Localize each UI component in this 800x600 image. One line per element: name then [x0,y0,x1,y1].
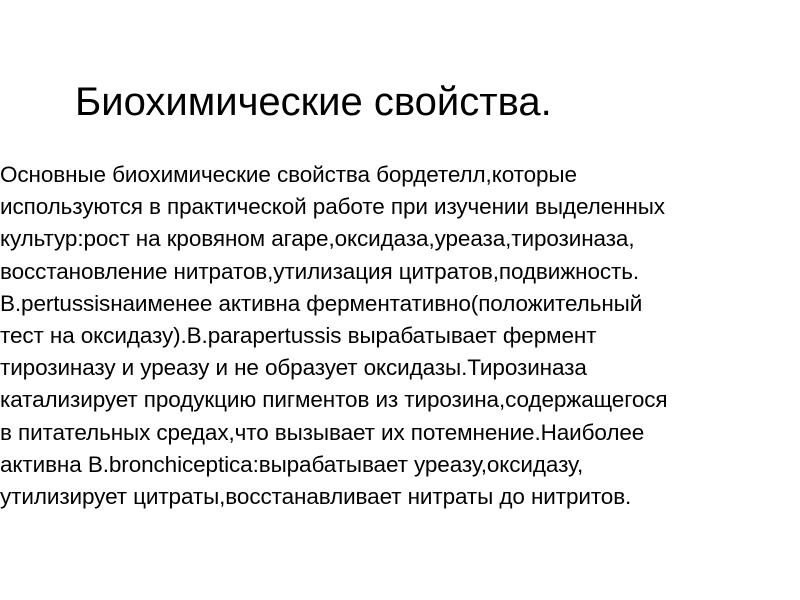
body-line: B.pertussisнаименее активна ферментативно(положительный [0,290,643,316]
body-line: активна B.bronchiceptica:вырабатывает уреазу,оксидазу, [0,451,584,477]
slide-body-text [0,159,800,513]
body-line: тест на оксидазу).B.parapertussis вырабатывает фермент [0,323,597,349]
body-line: утилизирует цитраты,восстанавливает нитраты до нитритов. [0,484,632,510]
body-line: в питательных средах,что вызывает их потемнение.Наиболее [0,419,645,445]
body-line: восстановление нитратов,утилизация цитратов,подвижность. [0,258,640,284]
body-line: тирозиназу и уреазу и не образует оксидазы.Тирозиназа [0,355,587,381]
body-line: Основные биохимические свойства бордетелл,которые [0,162,577,187]
body-line: культур:рост на кровяном агаре,оксидаза,уреаза,тирозиназа, [0,226,635,252]
slide-title: Биохимические свойства. [75,80,552,124]
body-line: катализирует продукцию пигментов из тирозина,содержащегося [0,387,668,413]
body-line: используются в практической работе при изучении выделенных [0,194,665,220]
